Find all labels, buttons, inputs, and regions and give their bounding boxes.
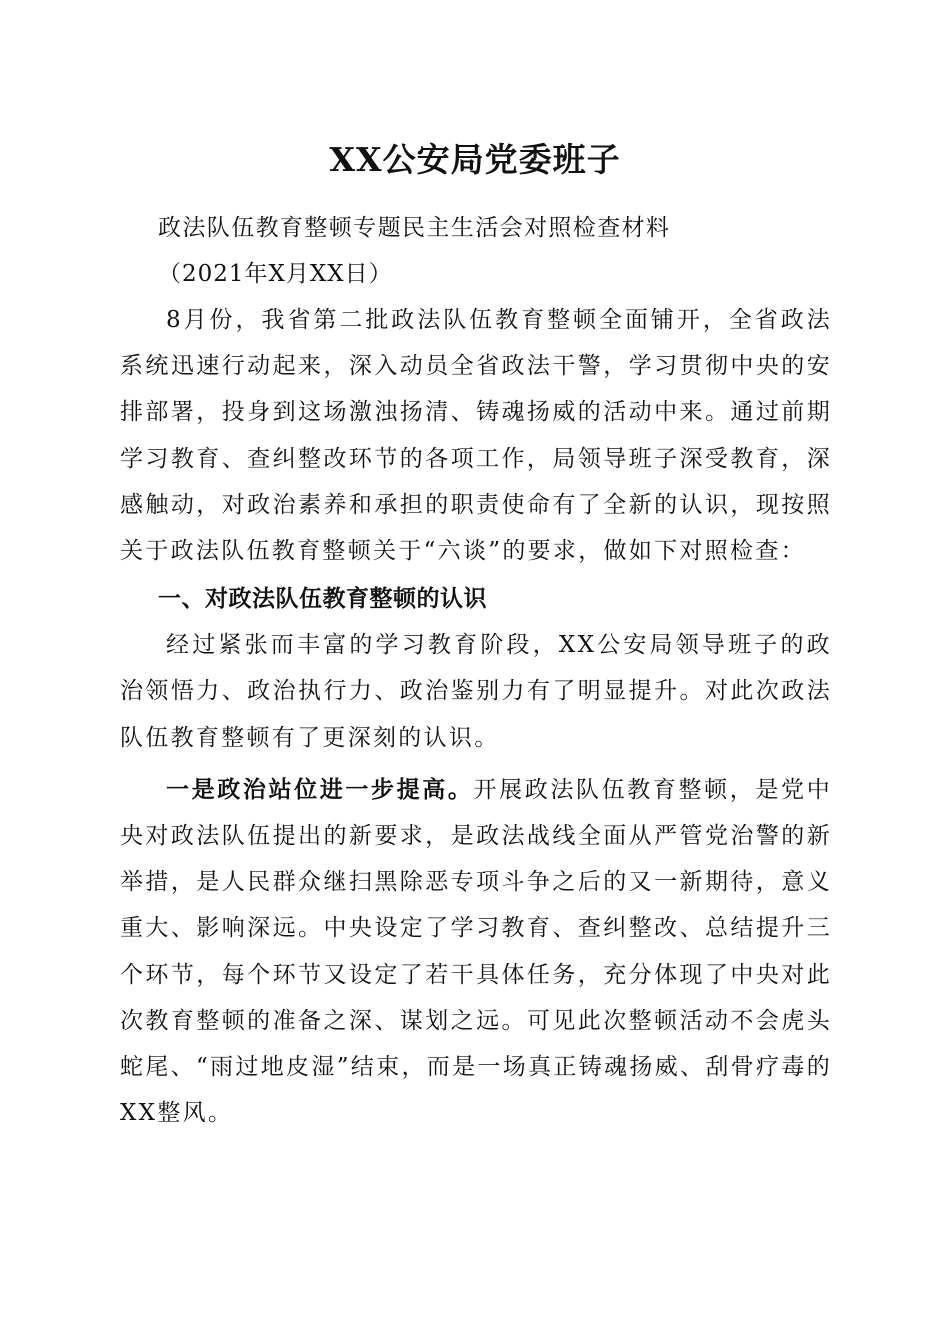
paragraph-intro: 8月份，我省第二批政法队伍教育整顿全面铺开，全省政法系统迅速行动起来，深入动员全省政法干警，学习贯彻中央的安排部署，投身到这场激浊扬清、铸魂扬威的活动中来。通过前期学习教育、查纠整改环节的各项工作，局领导班子深受教育，深感触动，对政治素养和承担的职责使命有了全新的认识，现按照关于政法队伍教育整顿关于“六谈”的要求，做如下对照检查：: [120, 307, 832, 565]
paragraph-section1-1: 经过紧张而丰富的学习教育阶段，XX公安局领导班子的政治领悟力、政治执行力、政治鉴别力有了明显提升。对此次政法队伍教育整顿有了更深刻的认识。: [120, 632, 832, 751]
paragraph-lead: 一是政治站位进一步提高。: [166, 775, 474, 803]
document-body: [120, 205, 832, 1136]
section-heading: 一、对政法队伍教育整顿的认识: [158, 586, 487, 613]
document-title: XX公安局党委班子: [329, 140, 621, 179]
document-subtitle: 政法队伍教育整顿专题民主生活会对照检查材料: [158, 215, 671, 241]
document-date: （2021年X月XX日）: [158, 261, 393, 287]
paragraph-text: 开展政法队伍教育整顿，是党中央对政法队伍提出的新要求，是政法战线全面从严管党治警的新举措，是人民群众继扫黑除恶专项斗争之后的又一新期待，意义重大、影响深远。中央设定了学习教育、查纠整改、总结提升三个环节，每个环节又设定了若干具体任务，充分体现了中央对此次教育整顿的准备之深、谋划之远。可见此次整顿活动不会虎头蛇尾、“雨过地皮湿”结束，而是一场真正铸魂扬威、刮骨疗毒的XX整风。: [120, 776, 832, 1127]
paragraph-section1-2: [120, 767, 832, 1137]
